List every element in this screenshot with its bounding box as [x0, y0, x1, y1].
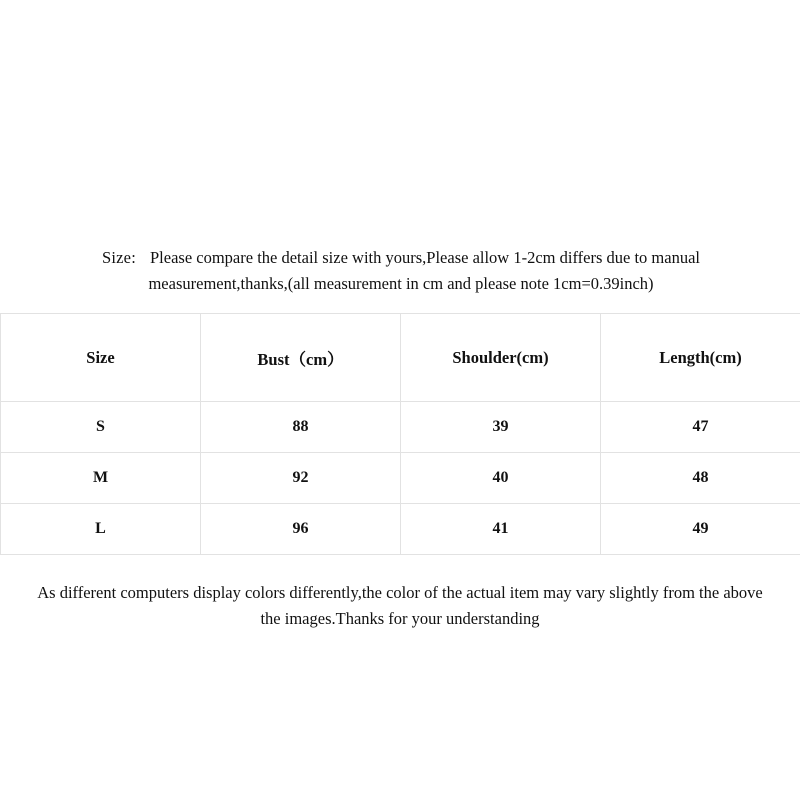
size-table: [0, 313, 800, 555]
cell-size: L: [1, 504, 201, 555]
cell-shoulder: 40: [401, 453, 601, 504]
size-chart-content: [0, 228, 800, 648]
disclaimer-paragraph: [0, 572, 800, 632]
cell-length: 47: [601, 402, 800, 453]
cell-bust: 92: [201, 453, 401, 504]
table-row: [1, 453, 800, 504]
cell-length: 48: [601, 453, 800, 504]
cell-size: S: [1, 402, 201, 453]
table-header-row: [1, 314, 800, 402]
column-header-size: Size: [1, 314, 201, 402]
column-header-shoulder: Shoulder(cm): [401, 314, 601, 402]
table-row: [1, 504, 800, 555]
size-table-body: [1, 402, 800, 555]
table-row: [1, 402, 800, 453]
disclaimer-line-1: As different computers display colors differently,the color of the actual item may vary slightly from the above: [37, 582, 763, 602]
cell-shoulder: 39: [401, 402, 601, 453]
size-table-head: [1, 314, 800, 402]
intro-paragraph: [0, 245, 800, 297]
column-header-bust: Bust（cm）: [201, 314, 401, 402]
cell-bust: 96: [201, 504, 401, 555]
cell-shoulder: 41: [401, 504, 601, 555]
intro-text: Please compare the detail size with yours,Please allow 1-2cm differs due to manual measurement,thanks,(all measurement in cm and please note 1cm=0.39inch): [148, 247, 700, 293]
cell-size: M: [1, 453, 201, 504]
intro-label: Size:: [102, 247, 136, 267]
column-header-length: Length(cm): [601, 314, 800, 402]
cell-bust: 88: [201, 402, 401, 453]
disclaimer-line-2: the images.Thanks for your understanding: [260, 608, 540, 628]
cell-length: 49: [601, 504, 800, 555]
